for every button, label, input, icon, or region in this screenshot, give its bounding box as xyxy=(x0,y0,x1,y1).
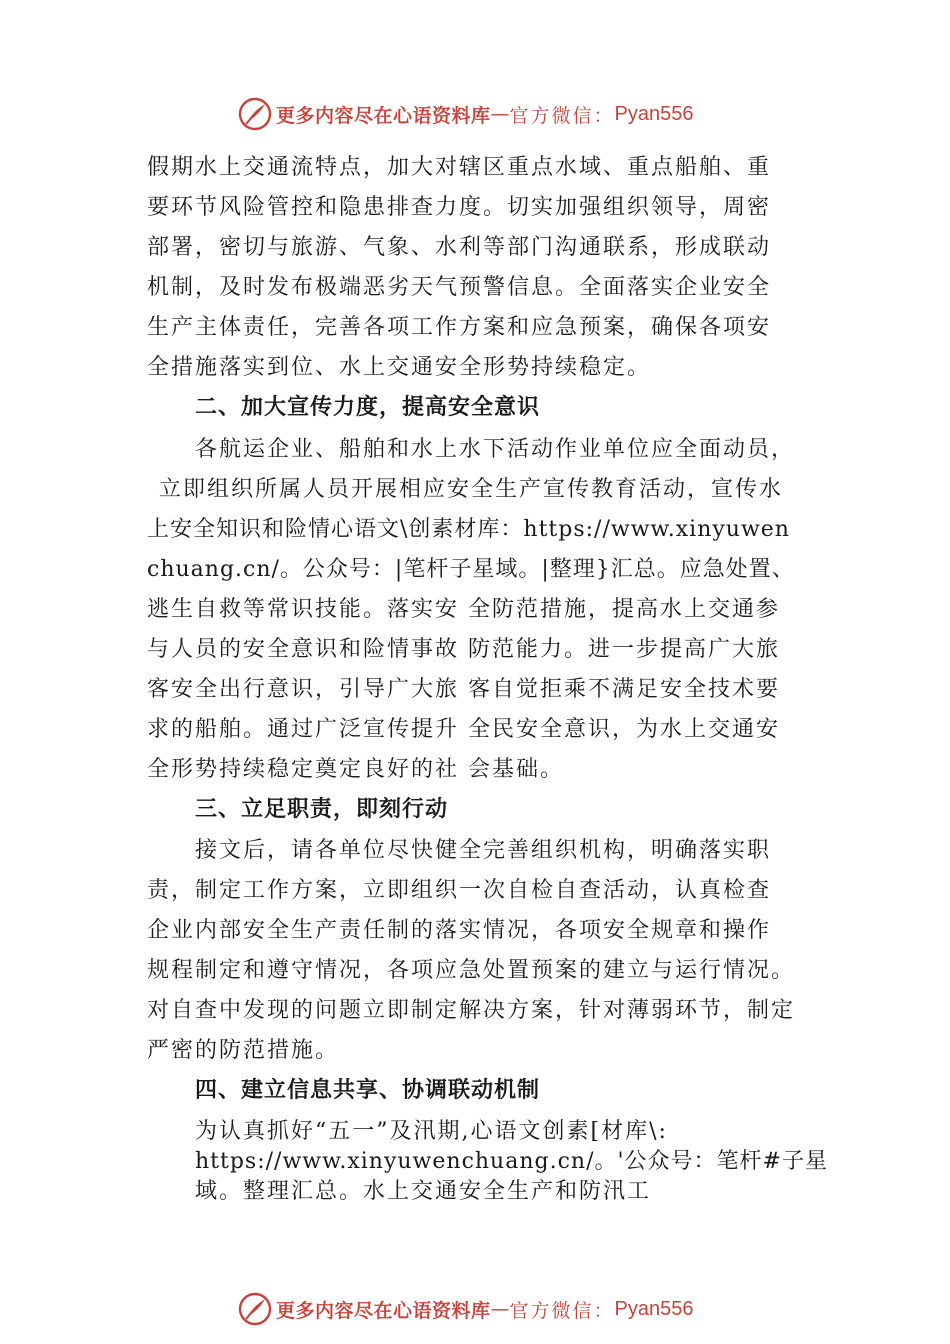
paragraph-line: 立即组织所属人员开展相应安全生产宣传教育活动，宣传水 xyxy=(159,477,784,502)
paragraph-line: chuang.cn/。公众号：|笔杆子星域。|整理}汇总。应急处置、 xyxy=(147,557,795,582)
banner-wechat-label: 官方微信： xyxy=(509,104,615,127)
section-heading-4: 四、建立信息共享、协调联动机制 xyxy=(195,1078,541,1103)
header-banner xyxy=(238,97,694,131)
paragraph-line: 上安全知识和险情心语文\创素材库：https://www.xinyuwen xyxy=(147,517,790,542)
paragraph-line: 机制，及时发布极端恶劣天气预警信息。全面落实企业安全 xyxy=(147,275,772,300)
paragraph-line: 与人员的安全意识和险情事故 防范能力。进一步提高广大旅 xyxy=(147,637,780,662)
banner-site-name: 更多内容尽在心语资料库 xyxy=(276,104,491,127)
banner-separator: — xyxy=(490,1298,510,1320)
paragraph-line: 严密的防范措施。 xyxy=(147,1038,340,1063)
banner-wechat-label: 官方微信： xyxy=(509,1299,615,1322)
banner-wechat-id: Pyan556 xyxy=(614,1297,694,1320)
paragraph-line: 部署，密切与旅游、气象、水利等部门沟通联系，形成联动 xyxy=(147,235,772,260)
paragraph-line: 全形势持续稳定奠定良好的社 会基础。 xyxy=(147,757,564,782)
paragraph-line: 责，制定工作方案，立即组织一次自检自查活动，认真检查 xyxy=(147,878,772,903)
paragraph-line: 客安全出行意识，引导广大旅 客自觉拒乘不满足安全技术要 xyxy=(147,677,780,702)
section-heading-2: 二、加大宣传力度，提高安全意识 xyxy=(195,395,541,420)
section-heading-3: 三、立足职责，即刻行动 xyxy=(195,797,449,822)
paragraph-line: 规程制定和遵守情况，各项应急处置预案的建立与运行情况。 xyxy=(147,958,796,983)
paragraph-line: 接文后，请各单位尽快健全完善组织机构，明确落实职 xyxy=(195,838,772,863)
paragraph-line: 域。整理汇总。水上交通安全生产和防汛工 xyxy=(195,1179,652,1204)
paragraph-line: 要环节风险管控和隐患排查力度。切实加强组织领导，周密 xyxy=(147,195,772,220)
paragraph-line: 企业内部安全生产责任制的落实情况，各项安全规章和操作 xyxy=(147,918,772,943)
feather-pen-logo-icon xyxy=(238,97,272,131)
paragraph-line: 生产主体责任，完善各项工作方案和应急预案，确保各项安 xyxy=(147,315,772,340)
paragraph-line: 各航运企业、船舶和水上水下活动作业单位应全面动员， xyxy=(195,437,796,462)
paragraph-line: https://www.xinyuwenchuang.cn/。'公众号：笔杆#子星 xyxy=(195,1149,828,1174)
banner-site-name: 更多内容尽在心语资料库 xyxy=(276,1299,491,1322)
banner-separator: — xyxy=(490,103,510,125)
paragraph-line: 逃生自救等常识技能。落实安 全防范措施，提高水上交通参 xyxy=(147,597,780,622)
footer-banner xyxy=(238,1292,694,1326)
paragraph-line: 为认真抓好“五一”及汛期,心语文创素[材库\: xyxy=(195,1119,668,1144)
paragraph-line: 求的船舶。通过广泛宣传提升 全民安全意识，为水上交通安 xyxy=(147,717,780,742)
paragraph-line: 全措施落实到位、水上交通安全形势持续稳定。 xyxy=(147,355,652,380)
paragraph-line: 对自查中发现的问题立即制定解决方案，针对薄弱环节，制定 xyxy=(147,998,796,1023)
paragraph-line: 假期水上交通流特点，加大对辖区重点水域、重点船舶、重 xyxy=(147,155,772,180)
feather-pen-logo-icon xyxy=(238,1292,272,1326)
banner-wechat-id: Pyan556 xyxy=(614,102,694,125)
